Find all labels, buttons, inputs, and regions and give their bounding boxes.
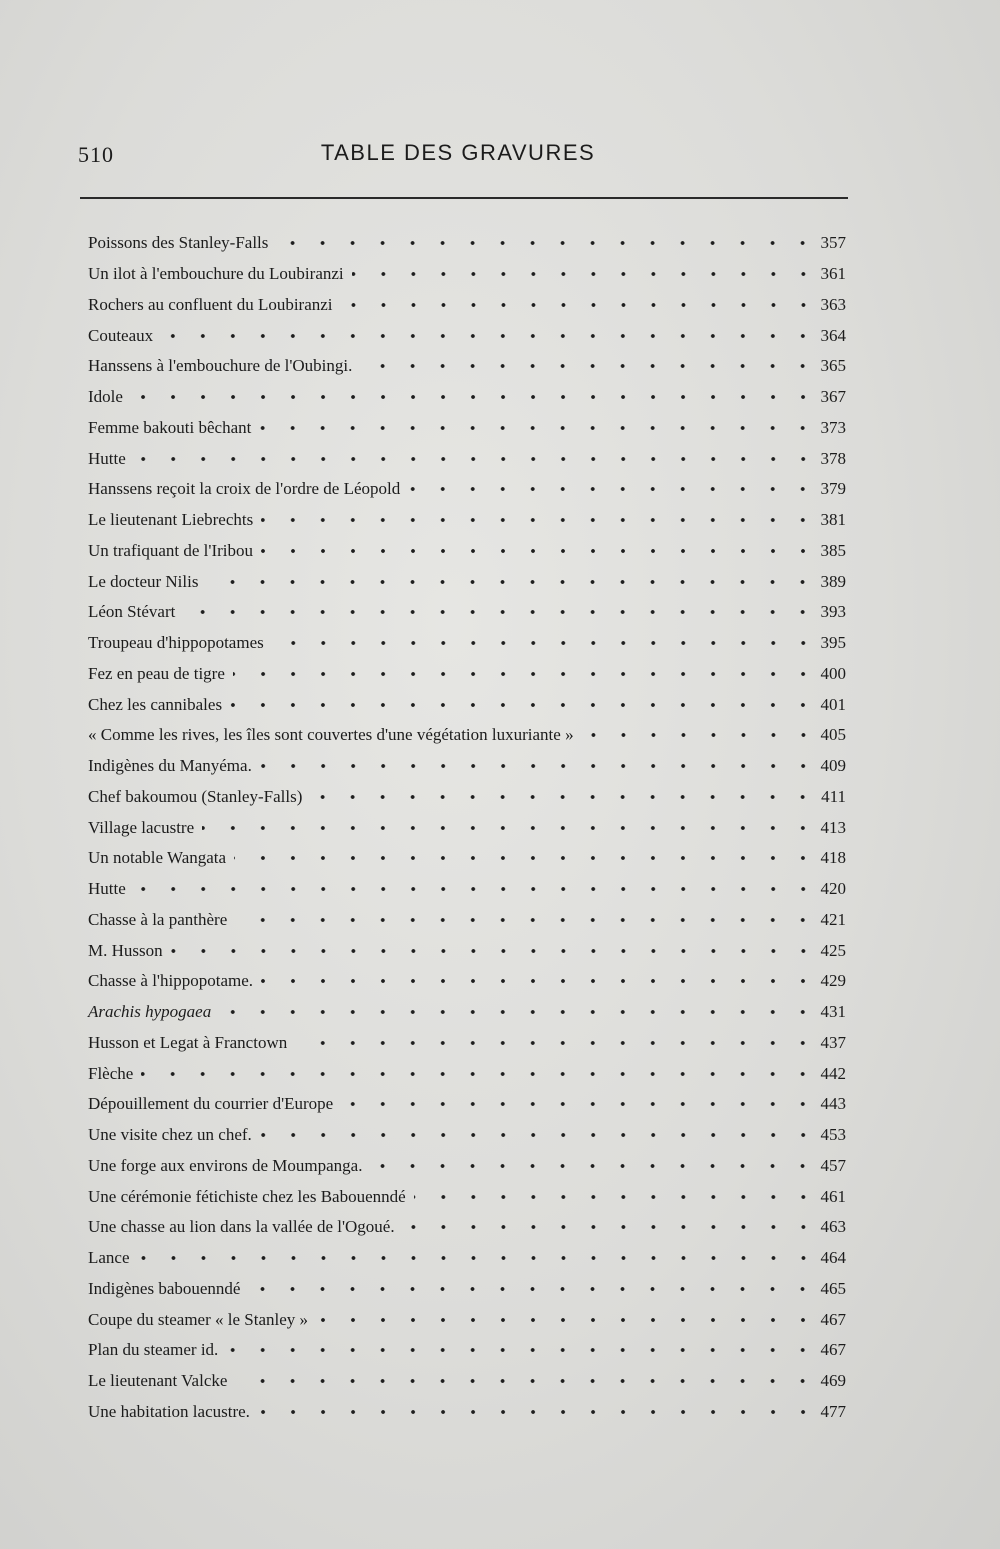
- toc-entry: [88, 966, 858, 997]
- toc-entry: [88, 536, 858, 567]
- entry-title: Husson et Legat à Franctown: [88, 1032, 288, 1052]
- entry-title: Couteaux: [88, 325, 154, 345]
- entry-title: Un ilot à l'embouchure du Loubiranzi: [88, 264, 344, 284]
- entry-page-number: 393: [820, 602, 846, 622]
- toc-entry: [88, 1120, 858, 1151]
- entry-title: Une forge aux environs de Moumpanga.: [88, 1155, 363, 1175]
- entry-title: Village lacustre: [88, 817, 195, 837]
- entry-title: Le lieutenant Valcke: [88, 1371, 228, 1391]
- toc-entry: [88, 413, 858, 444]
- entry-title: Arachis hypogaea: [88, 1002, 212, 1022]
- dot-leader: [370, 1161, 818, 1171]
- entry-page-number: 379: [820, 479, 846, 499]
- dot-leader: [295, 1038, 818, 1048]
- toc-entry: [88, 320, 858, 351]
- entry-page-number: 367: [820, 387, 846, 407]
- entry-title: Une cérémonie fétichiste chez les Babouenndé: [88, 1186, 406, 1206]
- entry-title: Léon Stévart: [88, 602, 176, 622]
- toc-entry: [88, 874, 858, 905]
- entry-page-number: 453: [820, 1125, 846, 1145]
- entry-page-number: 413: [820, 817, 846, 837]
- entry-page-number: 409: [820, 756, 846, 776]
- entry-title: Flèche: [88, 1063, 134, 1083]
- entry-page-number: 361: [820, 264, 846, 284]
- dot-leader: [261, 546, 818, 556]
- toc-entry: [88, 812, 858, 843]
- toc-entry: [88, 935, 858, 966]
- entry-title: Troupeau d'hippopotames: [88, 633, 264, 653]
- entry-title: Hanssens à l'embouchure de l'Oubingi.: [88, 356, 353, 376]
- dot-leader: [202, 823, 818, 833]
- entry-title: Hanssens reçoit la croix de l'ordre de Léopold: [88, 479, 401, 499]
- entry-title: Une visite chez un chef.: [88, 1125, 252, 1145]
- entry-page-number: 442: [820, 1063, 846, 1083]
- entry-page-number: 411: [821, 786, 846, 806]
- entry-title: Le docteur Nilis: [88, 571, 199, 591]
- dot-leader: [414, 1192, 818, 1202]
- dot-leader: [219, 1007, 818, 1017]
- toc-entry: [88, 1366, 858, 1397]
- dot-leader: [233, 669, 818, 679]
- toc-entry: [88, 905, 858, 936]
- toc-entry: [88, 659, 858, 690]
- entry-title: Chasse à l'hippopotame.: [88, 971, 254, 991]
- entry-page-number: 365: [820, 356, 846, 376]
- entry-title: Hutte: [88, 448, 126, 468]
- toc-entry: [88, 351, 858, 382]
- entry-title: Chasse à la panthère: [88, 909, 228, 929]
- toc-entry: [88, 1089, 858, 1120]
- dot-leader: [272, 638, 818, 648]
- dot-leader: [261, 515, 818, 525]
- entry-title: Une chasse au lion dans la vallée de l'Ogoué.: [88, 1217, 395, 1237]
- toc-entry: [88, 474, 858, 505]
- entry-page-number: 464: [820, 1248, 846, 1268]
- entry-page-number: 363: [820, 294, 846, 314]
- dot-leader: [408, 484, 818, 494]
- dot-leader: [141, 1069, 818, 1079]
- dot-leader: [352, 269, 818, 279]
- entry-title: Chef bakoumou (Stanley-Falls): [88, 786, 303, 806]
- header-rule: [80, 197, 848, 199]
- entry-page-number: 457: [820, 1155, 846, 1175]
- entry-title: Un notable Wangata: [88, 848, 227, 868]
- entry-page-number: 378: [820, 448, 846, 468]
- dot-leader: [260, 761, 818, 771]
- entry-title: Indigènes babouenndé: [88, 1278, 241, 1298]
- entry-page-number: 477: [820, 1401, 846, 1421]
- entry-title: Lance: [88, 1248, 130, 1268]
- toc-entry: [88, 628, 858, 659]
- dot-leader: [235, 915, 818, 925]
- entry-page-number: 465: [820, 1278, 846, 1298]
- entry-title: Fez en peau de tigre: [88, 663, 225, 683]
- entry-page-number: 400: [820, 663, 846, 683]
- dot-leader: [134, 454, 818, 464]
- dot-leader: [230, 700, 818, 710]
- entry-title: Rochers au confluent du Loubiranzi: [88, 294, 333, 314]
- page-title: TABLE DES GRAVURES: [320, 140, 596, 165]
- dot-leader: [341, 1099, 818, 1109]
- toc-entry: [88, 843, 858, 874]
- toc-entry: [88, 1243, 858, 1274]
- dot-leader: [341, 300, 818, 310]
- entry-page-number: 364: [820, 325, 846, 345]
- entry-title: Le lieutenant Liebrechts: [88, 510, 254, 530]
- entry-page-number: 395: [820, 633, 846, 653]
- entry-title: M. Husson: [88, 940, 163, 960]
- toc-entry: [88, 689, 858, 720]
- dot-leader: [161, 331, 818, 341]
- toc-entry: [88, 1304, 858, 1335]
- toc-entry: [88, 720, 858, 751]
- dot-leader: [183, 607, 818, 617]
- entry-page-number: 431: [820, 1002, 846, 1022]
- entry-title: Dépouillement du courrier d'Europe: [88, 1094, 334, 1114]
- entry-page-number: 467: [820, 1309, 846, 1329]
- toc-entry: [88, 290, 858, 321]
- dot-leader: [206, 577, 818, 587]
- entry-page-number: 381: [820, 510, 846, 530]
- page-header: [78, 138, 848, 172]
- dot-leader: [260, 1130, 818, 1140]
- entry-page-number: 420: [820, 879, 846, 899]
- dot-leader: [276, 238, 818, 248]
- dot-leader: [235, 1376, 818, 1386]
- toc-entry: [88, 228, 858, 259]
- dot-leader: [226, 1345, 818, 1355]
- entry-title: Idole: [88, 387, 123, 407]
- entry-title: Coupe du steamer « le Stanley »: [88, 1309, 309, 1329]
- entry-title: Hutte: [88, 879, 126, 899]
- toc-entry: [88, 505, 858, 536]
- entry-page-number: 437: [820, 1032, 846, 1052]
- entry-page-number: 463: [820, 1217, 846, 1237]
- toc-entry: [88, 382, 858, 413]
- toc-entry: [88, 782, 858, 813]
- dot-leader: [138, 1253, 818, 1263]
- toc-entry: [88, 751, 858, 782]
- entry-title: Indigènes du Manyéma.: [88, 756, 252, 776]
- dot-leader: [259, 423, 818, 433]
- entry-page-number: 425: [820, 940, 846, 960]
- dot-leader: [258, 1407, 818, 1417]
- dot-leader: [261, 976, 818, 986]
- toc-entry: [88, 1397, 858, 1428]
- entry-title: Poissons des Stanley-Falls: [88, 233, 269, 253]
- entry-title: « Comme les rives, les îles sont couvertes d'une végétation luxuriante »: [88, 725, 574, 745]
- entry-page-number: 385: [820, 540, 846, 560]
- dot-leader: [248, 1284, 818, 1294]
- entry-page-number: 469: [820, 1371, 846, 1391]
- entry-page-number: 461: [820, 1186, 846, 1206]
- entry-page-number: 405: [820, 725, 846, 745]
- entry-title: Un trafiquant de l'Iribou: [88, 540, 253, 560]
- dot-leader: [310, 792, 818, 802]
- entry-title: Plan du steamer id.: [88, 1340, 219, 1360]
- entry-page-number: 373: [820, 417, 846, 437]
- entry-page-number: 401: [820, 694, 846, 714]
- toc-entry: [88, 1335, 858, 1366]
- toc-entry: [88, 1212, 858, 1243]
- toc-entry: [88, 259, 858, 290]
- dot-leader: [316, 1315, 818, 1325]
- entry-page-number: 418: [820, 848, 846, 868]
- entry-page-number: 357: [820, 233, 846, 253]
- entry-title: Une habitation lacustre.: [88, 1401, 250, 1421]
- toc-entry: [88, 1151, 858, 1182]
- table-of-engravings: [88, 228, 858, 1427]
- entry-title: Chez les cannibales: [88, 694, 223, 714]
- entry-page-number: 389: [820, 571, 846, 591]
- toc-entry: [88, 1274, 858, 1305]
- page-number: 510: [78, 142, 114, 167]
- dot-leader: [360, 361, 818, 371]
- toc-entry: [88, 597, 858, 628]
- toc-entry: [88, 1028, 858, 1059]
- entry-title: Femme bakouti bêchant: [88, 417, 252, 437]
- toc-entry: [88, 1058, 858, 1089]
- dot-leader: [131, 392, 818, 402]
- dot-leader: [403, 1222, 818, 1232]
- toc-entry: [88, 443, 858, 474]
- dot-leader: [171, 946, 818, 956]
- entry-page-number: 421: [820, 909, 846, 929]
- dot-leader: [582, 730, 818, 740]
- dot-leader: [134, 884, 818, 894]
- toc-entry: [88, 566, 858, 597]
- entry-page-number: 467: [820, 1340, 846, 1360]
- toc-entry: [88, 1181, 858, 1212]
- entry-page-number: 429: [820, 971, 846, 991]
- entry-page-number: 443: [820, 1094, 846, 1114]
- toc-entry: [88, 997, 858, 1028]
- dot-leader: [234, 853, 818, 863]
